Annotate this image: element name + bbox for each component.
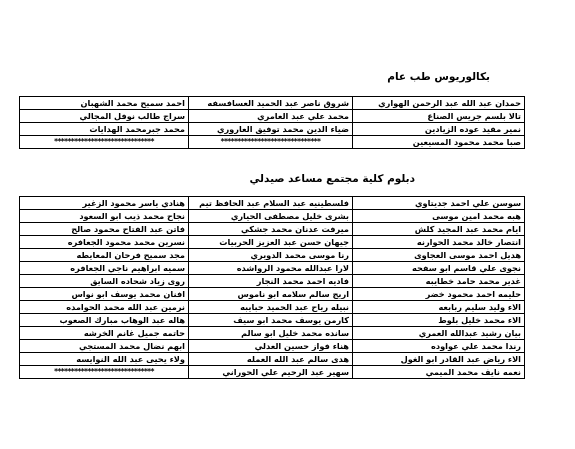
name-cell: بشرى خليل مصطفى الحياري bbox=[189, 210, 353, 223]
pharmacy-assistant-names-table bbox=[19, 196, 525, 379]
name-cell: رندا محمد علي عواوده bbox=[353, 340, 525, 353]
table-row bbox=[20, 314, 525, 327]
name-cell: روى زياد شحاده السايق bbox=[20, 275, 189, 288]
section-heading-general-medicine: بكالوريوس طب عام bbox=[387, 71, 490, 83]
name-cell: صبا محمد محمود المسيعين bbox=[353, 136, 525, 149]
name-cell: الاء وليد سليم ربابعه bbox=[353, 301, 525, 314]
name-cell: هبه محمد امين موسى bbox=[353, 210, 525, 223]
name-cell: نجاح محمد ذيب ابو السعود bbox=[20, 210, 189, 223]
section-heading-pharmacy-assistant: دبلوم كلية مجتمع مساعد صيدلي bbox=[249, 173, 415, 185]
name-cell: الاء رياض عبد القادر ابو الغول bbox=[353, 353, 525, 366]
name-cell: سوسن علي احمد جديتاوي bbox=[353, 197, 525, 210]
name-cell: هاله عبد الوهاب مبارك الصعوب bbox=[20, 314, 189, 327]
name-cell: هدى سالم عبد الله العمله bbox=[189, 353, 353, 366]
name-cell: انتصار خالد محمد الحوارنه bbox=[353, 236, 525, 249]
name-cell: نعمه نايف محمد الميمي bbox=[353, 366, 525, 379]
name-cell: تالا بلسم جريس الصناع bbox=[353, 110, 525, 123]
name-cell: ايام محمد عبد المجيد كلش bbox=[353, 223, 525, 236]
name-cell: لارا عبدالله محمود الرواشده bbox=[189, 262, 353, 275]
table-row bbox=[20, 210, 525, 223]
table-row bbox=[20, 223, 525, 236]
name-cell: نسرين محمد محمود الجعافره bbox=[20, 236, 189, 249]
name-cell: نبيله رياح عبد الحميد حبايبه bbox=[189, 301, 353, 314]
name-cell: ****************************** bbox=[189, 136, 353, 149]
name-cell: هديل احمد موسى العجاوى bbox=[353, 249, 525, 262]
table-row bbox=[20, 275, 525, 288]
table-row bbox=[20, 249, 525, 262]
name-cell: فلسطينيه عبد السلام عبد الحافظ تيم bbox=[189, 197, 353, 210]
name-cell: فاتن عبد الفتاح محمود صالح bbox=[20, 223, 189, 236]
table-row bbox=[20, 236, 525, 249]
name-cell: افنان محمد يوسف ابو نواس bbox=[20, 288, 189, 301]
name-cell: كارمن يوسف محمد ابو سيف bbox=[189, 314, 353, 327]
table-row bbox=[20, 97, 525, 110]
table-row bbox=[20, 288, 525, 301]
name-cell: ****************************** bbox=[20, 366, 189, 379]
table-row bbox=[20, 110, 525, 123]
name-cell: سانده محمد خليل ابو سالم bbox=[189, 327, 353, 340]
name-cell: الاء محمد خليل بلوط bbox=[353, 314, 525, 327]
name-cell: محمد جبرمحمد الهدايات bbox=[20, 123, 189, 136]
name-cell: جيهان حسن عبد العزيز الحربيات bbox=[189, 236, 353, 249]
table-row bbox=[20, 353, 525, 366]
name-cell: حمدان عبد الله عبد الرحمن الهواري bbox=[353, 97, 525, 110]
name-cell: سميه ابراهيم ناجي الجعافره bbox=[20, 262, 189, 275]
name-cell: غدير محمد حامد خطايبه bbox=[353, 275, 525, 288]
name-cell: رنا موسى محمد الدويري bbox=[189, 249, 353, 262]
name-cell: نجوى علي قاسم ابو سفحه bbox=[353, 262, 525, 275]
name-cell: سراج طالب نوفل المجالي bbox=[20, 110, 189, 123]
name-cell: احمد سميح محمد الشهبان bbox=[20, 97, 189, 110]
table-row bbox=[20, 123, 525, 136]
name-cell: نمير مفيد عوده الزيادين bbox=[353, 123, 525, 136]
general-medicine-names-table bbox=[19, 96, 525, 149]
name-cell: اريج سالم سلامه ابو ناموس bbox=[189, 288, 353, 301]
name-cell: بيان رشيد عبدالله العمري bbox=[353, 327, 525, 340]
name-cell: ضياء الدين محمد توفيق العاروري bbox=[189, 123, 353, 136]
name-cell: حليمه احمد محمود خضر bbox=[353, 288, 525, 301]
table-row bbox=[20, 197, 525, 210]
table-row bbox=[20, 340, 525, 353]
name-cell: حاتمه جميل غانم الخرشه bbox=[20, 327, 189, 340]
name-cell: نرمين عبد الله محمد الحوامده bbox=[20, 301, 189, 314]
name-cell: ابهم نضال محمد المستجي bbox=[20, 340, 189, 353]
table-row bbox=[20, 366, 525, 379]
name-cell: ولاء يحيى عبد الله النوايسه bbox=[20, 353, 189, 366]
name-cell: ****************************** bbox=[20, 136, 189, 149]
name-cell: محمد علي عبد العامري bbox=[189, 110, 353, 123]
name-cell: هنادي ياسر محمود الزغير bbox=[20, 197, 189, 210]
table-row bbox=[20, 301, 525, 314]
table-row bbox=[20, 262, 525, 275]
name-cell: مجد سميح فرحان المعايطه bbox=[20, 249, 189, 262]
name-cell: ميرفت عدنان محمد جشكي bbox=[189, 223, 353, 236]
table-row bbox=[20, 136, 525, 149]
table-row bbox=[20, 327, 525, 340]
name-cell: هناء فواز حسين العدلي bbox=[189, 340, 353, 353]
name-cell: فاديه احمد محمد النجار bbox=[189, 275, 353, 288]
name-cell: شروق ناصر عبد الحميد العسافسفه bbox=[189, 97, 353, 110]
name-cell: سهير عبد الرحيم علي الحوراني bbox=[189, 366, 353, 379]
